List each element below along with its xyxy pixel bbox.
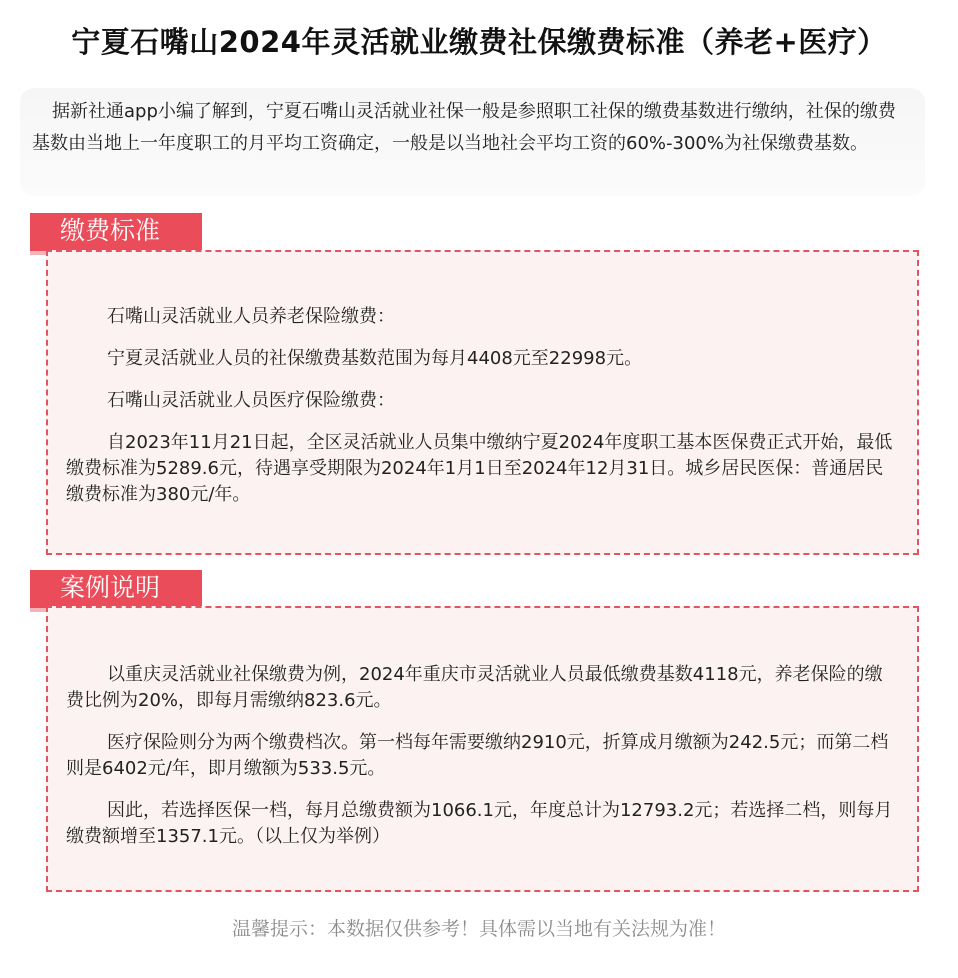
intro-text: 据新社通app小编了解到，宁夏石嘴山灵活就业社保一般是参照职工社保的缴费基数进行缴纳，社保的缴费基数由当地上一年度职工的月平均工资确定，一般是以当地社会平均工资的60%-300%为社保缴费基数。 [32, 101, 896, 154]
page-title: 宁夏石嘴山2024年灵活就业缴费社保缴费标准（养老+医疗） [71, 25, 887, 59]
example-content-box [46, 606, 919, 892]
paragraph: 宁夏灵活就业人员的社保缴费基数范围为每月4408元至22998元。 [107, 348, 643, 369]
section-heading-example: 案例说明 [30, 570, 202, 608]
paragraph: 石嘴山灵活就业人员医疗保险缴费： [107, 390, 395, 411]
intro-panel [20, 88, 925, 196]
paragraph: 医疗保险则分为两个缴费档次。第一档每年需要缴纳2910元，折算成月缴额为242.5元；而第二档则是6402元/年，即月缴额为533.5元。 [66, 732, 889, 779]
paragraph: 以重庆灵活就业社保缴费为例，2024年重庆市灵活就业人员最低缴费基数4118元，养老保险的缴费比例为20%，即每月需缴纳823.6元。 [66, 664, 883, 711]
footer-tip: 温馨提示：本数据仅供参考！具体需以当地有关法规为准！ [231, 918, 726, 940]
paragraph: 因此，若选择医保一档，每月总缴费额为1066.1元，年度总计为12793.2元；若选择二档，则每月缴费额增至1357.1元。（以上仅为举例） [66, 800, 893, 847]
standard-content-box [46, 250, 919, 555]
section-heading-standard: 缴费标准 [30, 213, 202, 251]
paragraph: 石嘴山灵活就业人员养老保险缴费： [107, 306, 395, 327]
paragraph: 自2023年11月21日起，全区灵活就业人员集中缴纳宁夏2024年度职工基本医保费正式开始，最低缴费标准为5289.6元，待遇享受期限为2024年1月1日至2024年12月31日。城乡居民医保：普通居民缴费标准为380元/年。 [66, 432, 893, 505]
